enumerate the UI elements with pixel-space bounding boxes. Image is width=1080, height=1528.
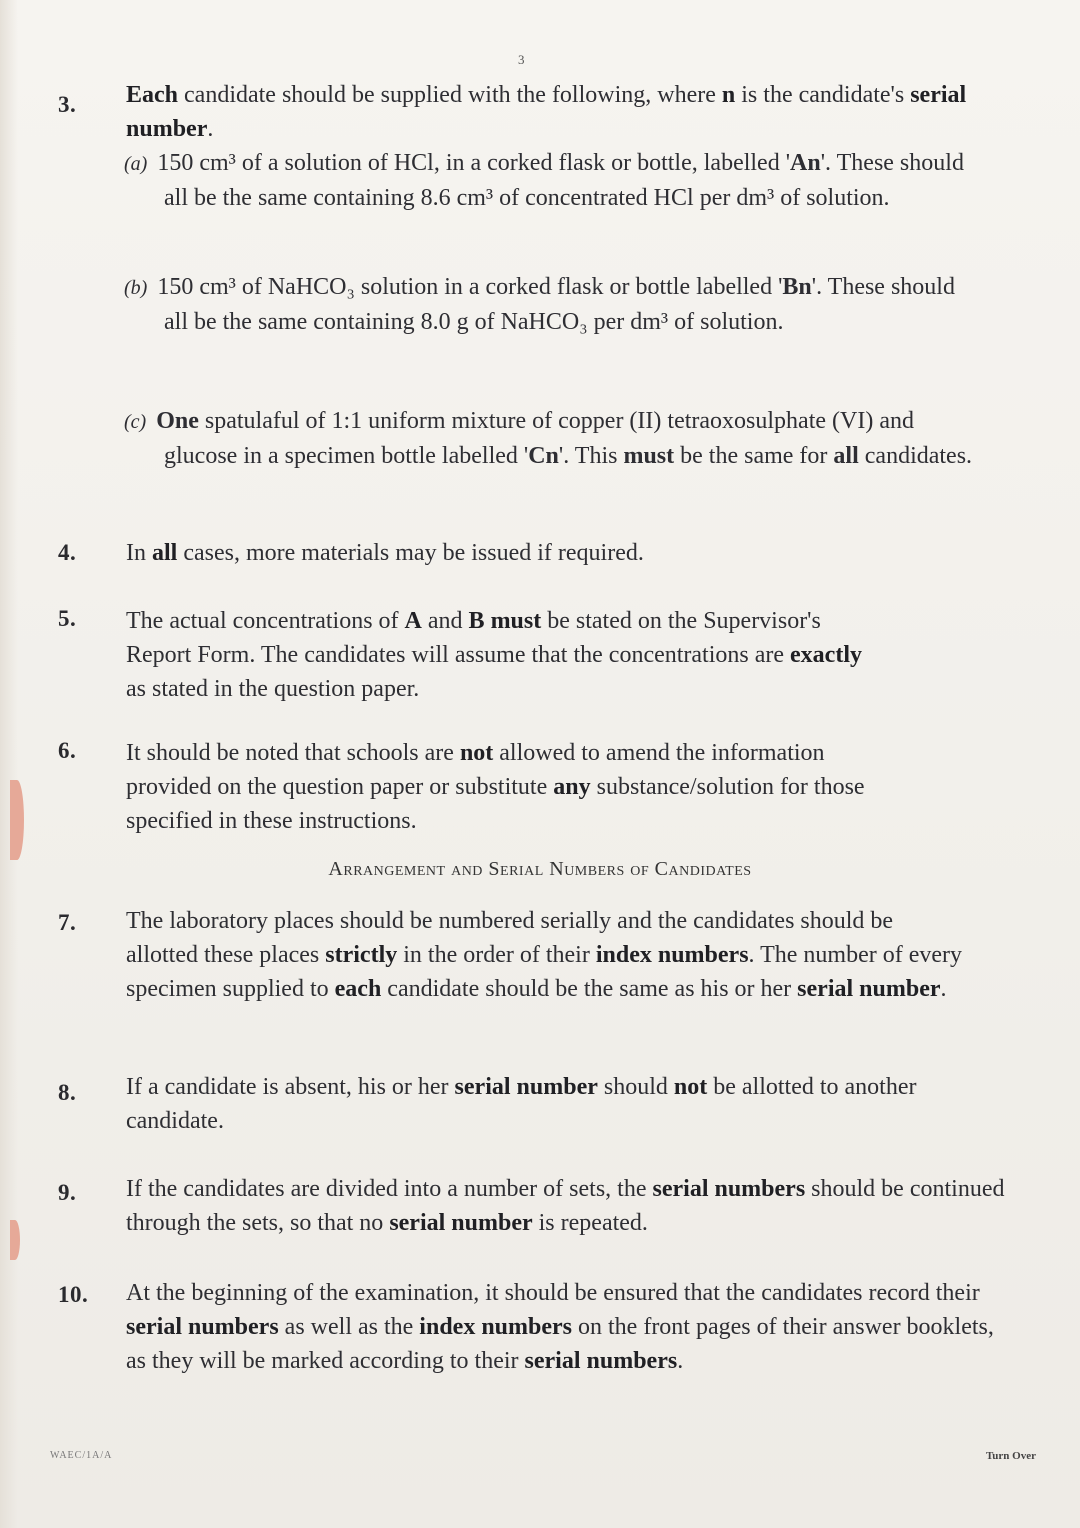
item-number: 9. [58,1180,77,1205]
item-text [126,1172,1026,1240]
text-run: '. These should all be the same containing 8.6 cm³ of concentrated HCl per dm³ of solution. [164,150,964,211]
text-run: . [207,116,214,142]
item-text [126,1276,996,1378]
text-bold: index numbers [419,1314,572,1340]
text-run: in the order of their [397,942,596,968]
text-bold: B [468,608,485,634]
text-bold: n [721,82,736,108]
sub-item-b [124,270,984,339]
section-heading: Arrangement and Serial Numbers of Candidates [328,858,752,880]
text-bold: serial numbers [126,1314,279,1340]
text-run: be the same for [674,443,834,469]
text-run: If the candidates are divided into a number of sets, the [126,1176,653,1202]
text-run: 150 cm³ of NaHCO₃ solution in a corked flask or bottle labelled ' [157,274,783,300]
text-bold: serial number [454,1074,598,1100]
text-run: allowed to amend the information provided on the question paper or substitute [126,740,825,800]
text-bold: index numbers [595,942,749,968]
text-run: At the beginning of the examination, it should be ensured that the candidates record their [126,1280,980,1306]
text-run: . [677,1348,684,1374]
text-run: 150 cm³ of a solution of HCl, in a corked flask or bottle, labelled ' [157,150,791,176]
text-bold: exactly [790,642,862,668]
text-run: It should be noted that schools are [126,740,460,766]
text-run: is repeated. [532,1210,648,1236]
item-number: 4. [58,540,77,565]
text-run: If a candidate is absent, his or her [126,1074,455,1100]
text-bold: all [833,443,859,469]
item-text [126,78,976,146]
item-text [126,536,1026,570]
text-run: '. These should all be the same containing 8.0 g of NaHCO₃ per dm³ of solution. [164,274,955,335]
text-bold: not [459,740,494,766]
sub-item-label: (b) [124,277,148,299]
item-number: 5. [58,606,77,631]
text-run: should be continued through the sets, so that no [126,1176,1005,1236]
text-run: candidates. [858,443,973,469]
item-number: 7. [58,910,77,935]
text-run: as well as the [278,1314,420,1340]
text-run: substance/solution for those specified in these instructions. [126,774,865,834]
text-bold: A [404,608,422,634]
item-text [126,736,866,838]
footer-turn-over: Turn Over [985,1450,1036,1462]
text-bold: Each [126,82,179,108]
page-edge-mark-top [10,780,24,860]
text-run: . [940,976,947,1002]
page-number: 3 [518,52,525,67]
text-bold: any [553,774,591,800]
text-bold: serial number [389,1210,533,1236]
sub-item-a [124,146,984,215]
text-bold: Cn [528,443,559,469]
sub-item-label: (c) [124,411,147,433]
text-bold: serial number [797,976,941,1002]
text-run: and [421,608,469,634]
page-edge-mark-bottom [10,1220,20,1260]
text-bold: One [156,408,199,434]
item-number: 10. [58,1282,89,1307]
text-bold: all [152,540,178,566]
text-bold: serial number [126,82,967,142]
text-run: as stated in the question paper. [126,676,420,702]
text-run: '. This [558,443,624,469]
sub-item-c [124,404,984,473]
page-shadow-edge [0,0,18,1528]
text-bold: serial numbers [524,1348,678,1374]
text-run: In [126,540,152,566]
text-run: cases, more materials may be issued if required. [177,540,644,566]
text-bold: Bn [782,274,812,300]
text-bold: An [790,150,821,176]
text-bold: each [334,976,382,1002]
text-run: should [597,1074,674,1100]
text-bold: must [490,608,542,634]
text-bold: must [623,443,675,469]
text-bold: strictly [325,942,398,968]
text-run: The laboratory places should be numbered serially and the candidates should be allotted these places [126,908,894,968]
text-run: be allotted to another candidate. [126,1074,917,1134]
text-run: be stated on the Supervisor's Report Form. The candidates will assume that the concentrations are [126,608,821,668]
text-run: candidate should be supplied with the following, where [178,82,722,108]
sub-item-label: (a) [124,153,148,175]
text-run: is the candidate's [735,82,911,108]
text-run: The actual concentrations of [126,608,405,634]
text-run: . The number of every specimen supplied to [126,942,963,1002]
text-run: candidate should be the same as his or her [381,976,798,1002]
item-number: 6. [58,738,77,763]
item-text [126,604,886,706]
text-bold: not [673,1074,708,1100]
text-run: spatulaful of 1:1 uniform mixture of copper (II) tetraoxosulphate (VI) and glucose in a specimen bottle labelled ' [164,408,914,469]
text-run: on the front pages of their answer booklets, as they will be marked according to their [126,1314,994,1374]
footer-code: WAEC/1A/A [50,1450,113,1461]
text-bold: serial numbers [652,1176,806,1202]
item-text [126,1070,1006,1138]
item-text [126,904,966,1006]
item-number: 3. [58,92,77,117]
item-number: 8. [58,1080,77,1105]
